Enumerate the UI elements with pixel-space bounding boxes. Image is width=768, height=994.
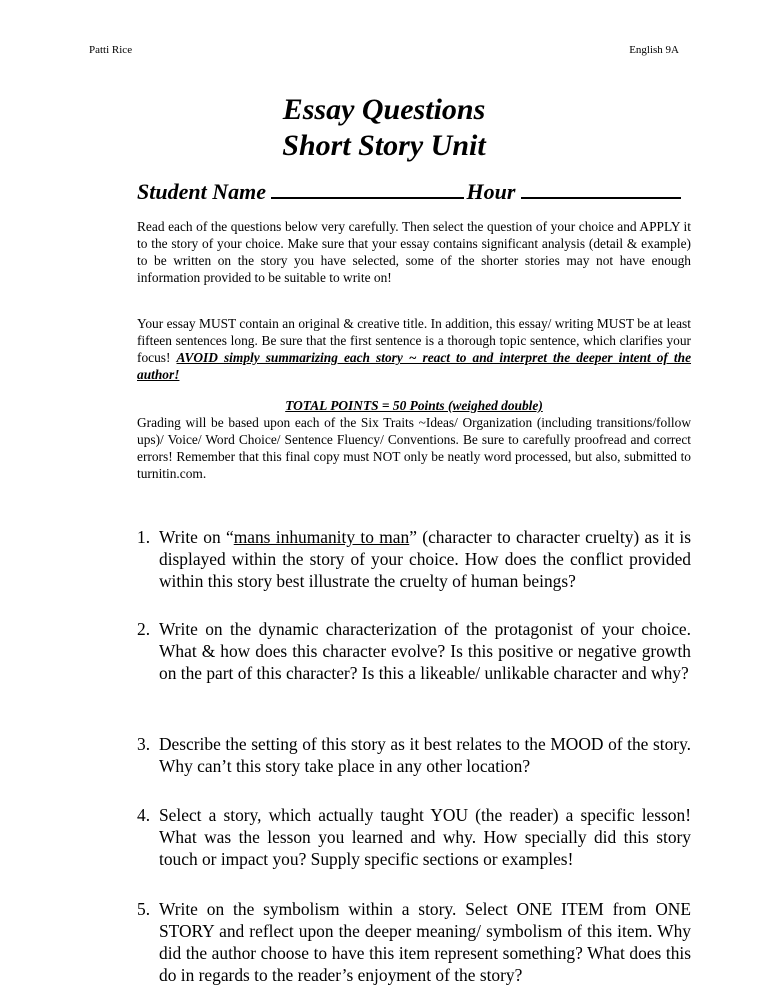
question-number: 3. bbox=[137, 734, 151, 754]
question-1-text-end: ” (character to character cruelty) as it is displayed within the story of your choice. How does the conflict provided within this story best illustrate the cruelty of human beings? bbox=[159, 527, 692, 591]
paragraph-2-emphasis: AVOID simply summarizing each story ~ react to and interpret the deeper intent of the author! bbox=[137, 350, 692, 382]
question-text: Write on the dynamic characterization of the protagonist of your choice. What & how does this character evolve? Is this positive or negative growth on the part of this character? Is this a likeable/ unlikable character and why? bbox=[159, 619, 691, 683]
question-text bbox=[159, 526, 691, 592]
hour-blank bbox=[521, 179, 681, 199]
question-text: Write on the symbolism within a story. Select ONE ITEM from ONE STORY and reflect upon the deeper meaning/ symbolism of this item. Why did the author choose to have this item represent something? What does this do in regards to the reader’s enjoyment of the story? bbox=[159, 899, 691, 985]
question-number: 2. bbox=[137, 619, 151, 639]
instructions-paragraph-2 bbox=[137, 315, 691, 383]
title-line-2: Short Story Unit bbox=[282, 129, 486, 162]
hour-label: Hour bbox=[466, 179, 516, 204]
student-info-line bbox=[137, 178, 697, 206]
instructions-paragraph-1: Read each of the questions below very carefully. Then select the question of your choice and APPLY it to the story of your choice. Make sure that your essay contains significant analysis (detail & example) to be written on the story you have selected, some of the shorter stories may not have enough information provided to be suitable to write on! bbox=[137, 219, 691, 285]
header-course: English 9A bbox=[629, 44, 679, 56]
question-text: Describe the setting of this story as it best relates to the MOOD of the story. Why can’t this story take place in any other location? bbox=[159, 734, 691, 776]
header-author: Patti Rice bbox=[89, 44, 133, 56]
question-1-underlined-phrase: mans inhumanity to man bbox=[233, 527, 410, 547]
question-number: 5. bbox=[137, 899, 151, 919]
question-number: 4. bbox=[137, 805, 151, 825]
grading-paragraph: Grading will be based upon each of the Six Traits ~Ideas/ Organization (including transitions/follow ups)/ Voice/ Word Choice/ Sentence Fluency/ Conventions. Be sure to carefully proofread and correct errors! Remember that this final copy must NOT only be neatly word processed, but also, submitted to turnitin.com. bbox=[137, 415, 691, 481]
student-name-label: Student Name bbox=[137, 179, 266, 204]
paragraph-2-text: Your essay MUST contain an original & creative title. In addition, this essay/ writing MUST be at least fifteen sentences long. Be sure that the first sentence is a thorough topic sentence, which clarifies your focus! bbox=[137, 316, 691, 365]
total-points-heading: TOTAL POINTS = 50 Points (weighed double) bbox=[285, 398, 543, 413]
question-number: 1. bbox=[137, 527, 151, 547]
question-text: Select a story, which actually taught YOU (the reader) a specific lesson! What was the lesson you learned and why. How specially did this story touch or impact you? Supply specific sections or examples! bbox=[159, 805, 691, 869]
student-name-blank bbox=[271, 179, 464, 199]
title-line-1: Essay Questions bbox=[282, 93, 486, 126]
question-1-text-start: Write on “ bbox=[159, 527, 234, 547]
